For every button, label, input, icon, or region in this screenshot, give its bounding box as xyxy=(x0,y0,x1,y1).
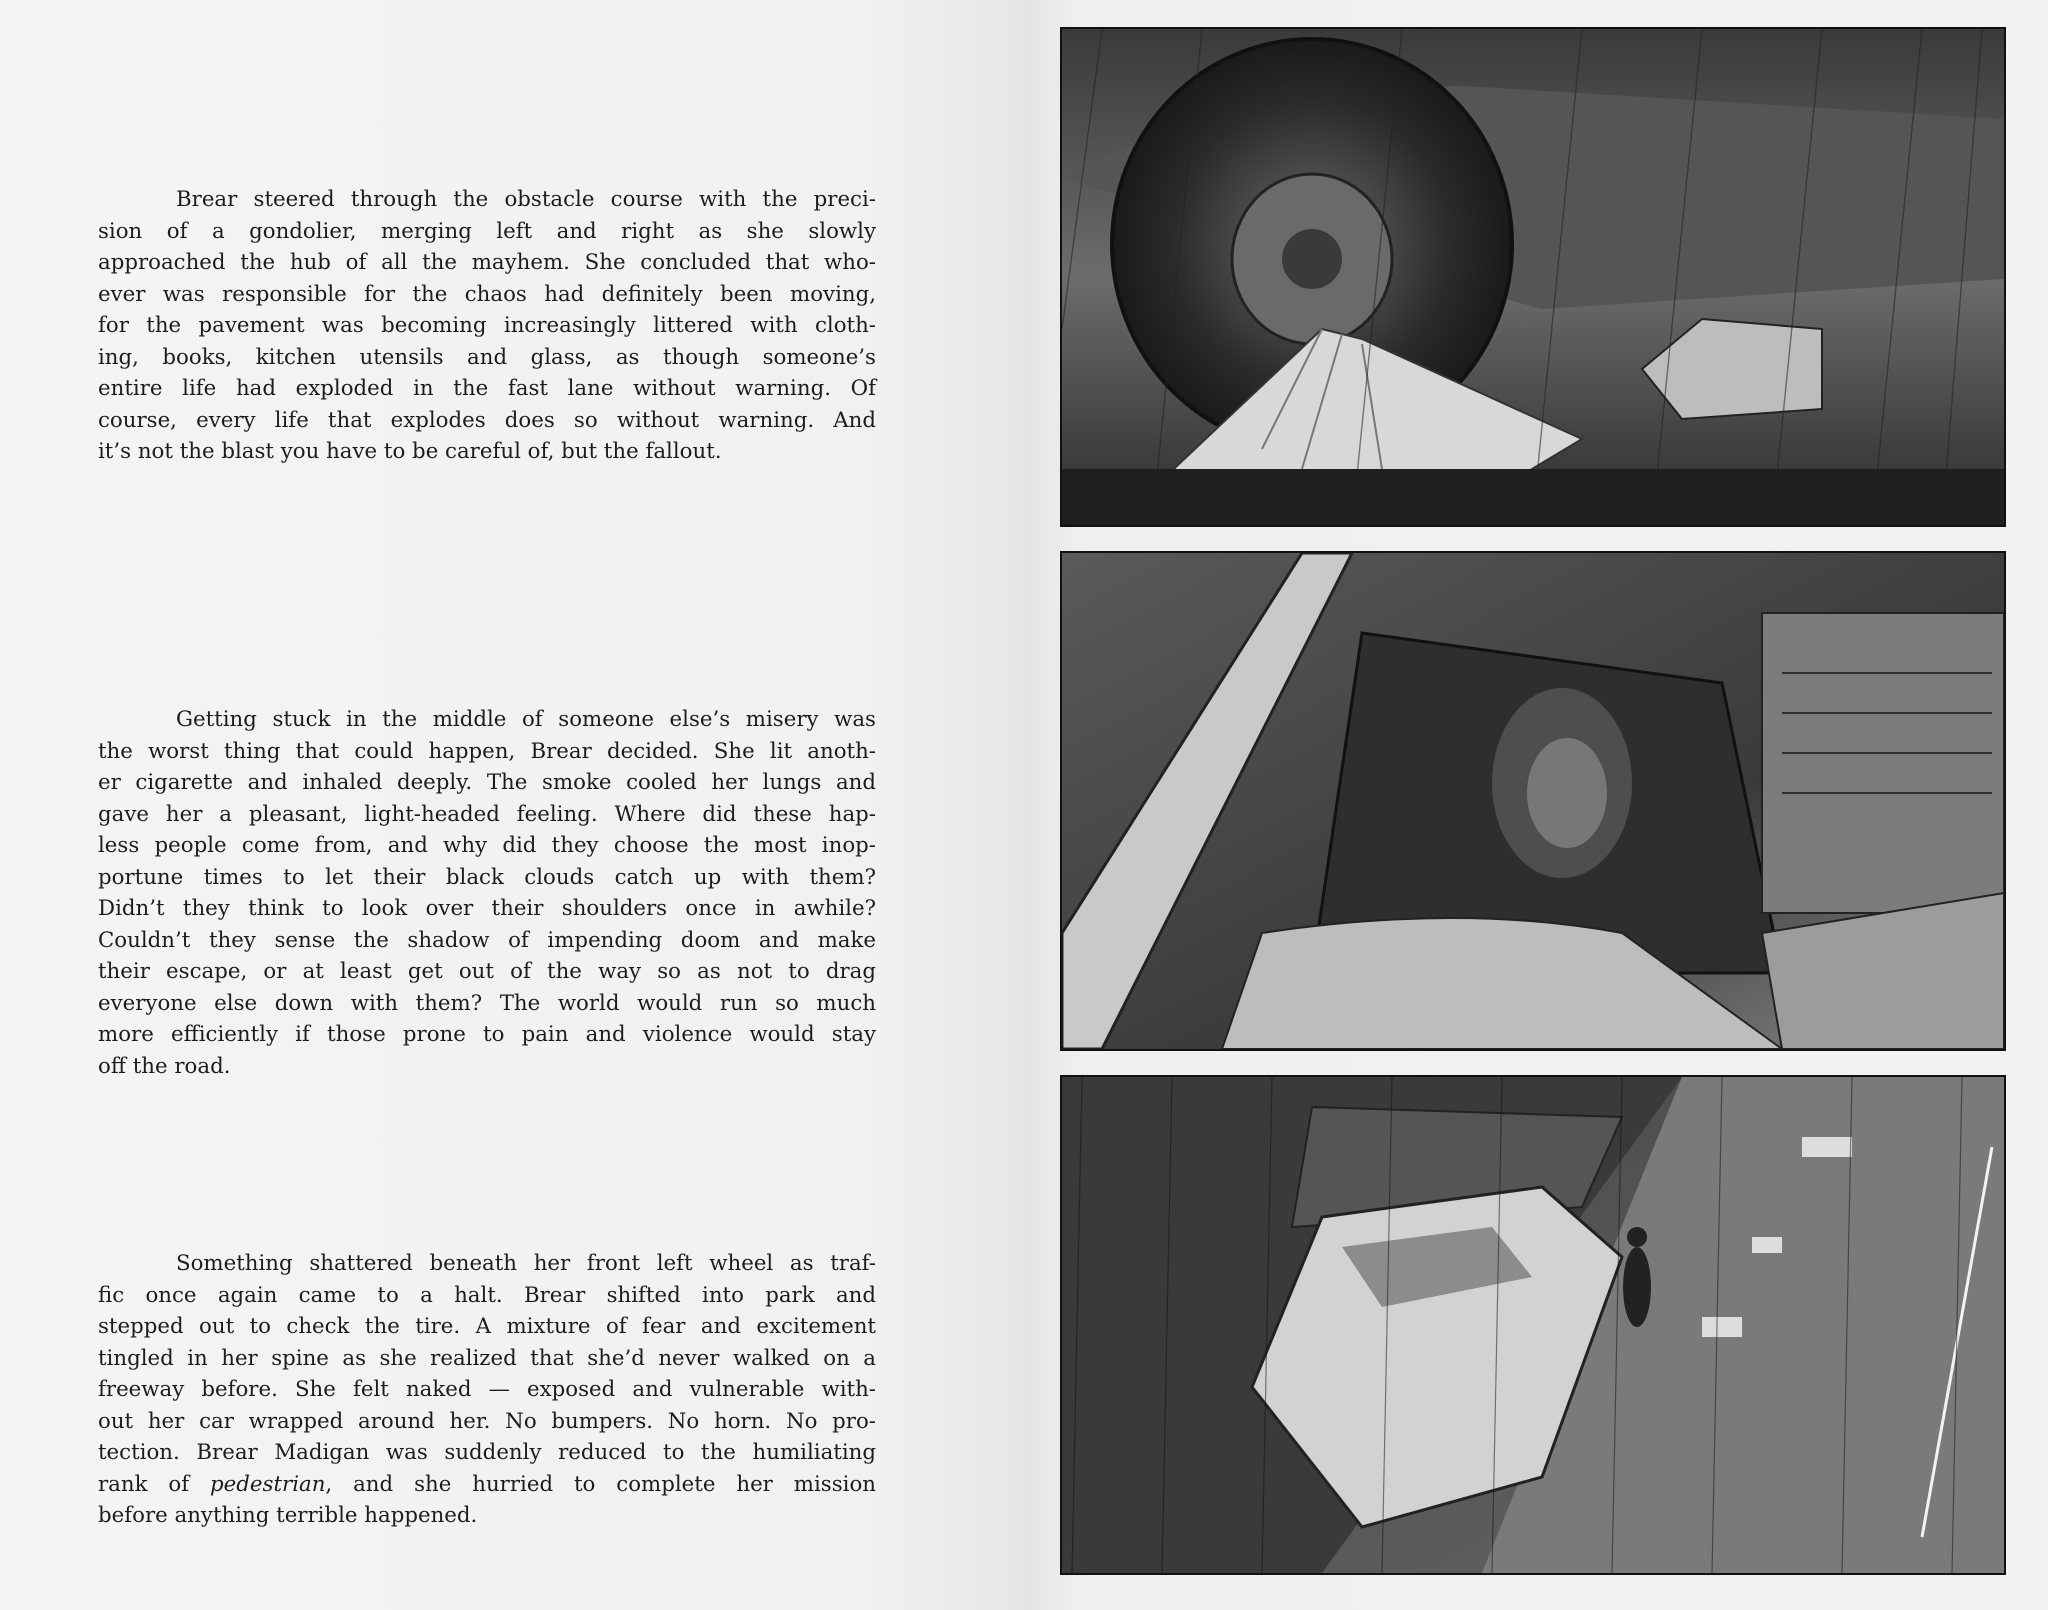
text-line: for the pavement was becoming increasingly littered with cloth- xyxy=(98,313,876,338)
text-line: ever was responsible for the chaos had definitely been moving, xyxy=(98,281,876,307)
text-line: before anything terrible happened. xyxy=(98,1503,478,1528)
paragraph-1 xyxy=(98,184,876,468)
text-line: er cigarette and inhaled deeply. The smoke cooled her lungs and xyxy=(98,770,876,795)
driver-drawing xyxy=(1062,553,2004,1049)
emphasis-pedestrian: pedestrian xyxy=(210,1471,326,1497)
illustration-panel-tire xyxy=(1060,27,2006,527)
text-line: it’s not the blast you have to be careful of, but the fallout. xyxy=(98,439,722,464)
text-line: entire life had exploded in the fast lane without warning. Of xyxy=(98,376,876,401)
text-line: the worst thing that could happen, Brear decided. She lit anoth- xyxy=(98,738,876,764)
text-run: , and she hurried to complete her mission xyxy=(325,1471,876,1497)
paragraph-2 xyxy=(98,704,876,1082)
text-line: tingled in her spine as she realized that she’d never walked on a xyxy=(98,1345,876,1371)
illustration-panel-freeway xyxy=(1060,1075,2006,1575)
text-line: freeway before. She felt naked — exposed and vulnerable with- xyxy=(98,1377,876,1402)
text-line: Couldn’t they sense the shadow of impending doom and make xyxy=(98,927,876,953)
illustration-panel-driver xyxy=(1060,551,2006,1051)
text-line: more efficiently if those prone to pain and violence would stay xyxy=(98,1022,876,1047)
text-run: rank of xyxy=(98,1471,211,1497)
tire-drawing xyxy=(1062,29,2004,525)
freeway-drawing xyxy=(1062,1077,2004,1573)
text-line: ing, books, kitchen utensils and glass, as though someone’s xyxy=(98,344,876,370)
text-line: Something shattered beneath her front left wheel as traf- xyxy=(176,1251,876,1276)
paragraph-3 xyxy=(98,1248,876,1532)
text-line: tection. Brear Madigan was suddenly reduced to the humiliating xyxy=(98,1440,876,1465)
text-line: approached the hub of all the mayhem. She concluded that who- xyxy=(98,250,876,275)
text-line: Getting stuck in the middle of someone else’s misery was xyxy=(176,707,876,732)
text-line: gave her a pleasant, light-headed feeling. Where did these hap- xyxy=(98,801,876,827)
text-line: sion of a gondolier, merging left and right as she slowly xyxy=(98,218,876,244)
text-line: course, every life that explodes does so without warning. And xyxy=(98,407,876,433)
text-line: Didn’t they think to look over their shoulders once in awhile? xyxy=(98,896,876,921)
text-line: stepped out to check the tire. A mixture of fear and excitement xyxy=(98,1314,876,1339)
text-line: out her car wrapped around her. No bumpers. No horn. No pro- xyxy=(98,1408,876,1434)
text-line: portune times to let their black clouds catch up with them? xyxy=(98,864,876,890)
text-line: everyone else down with them? The world would run so much xyxy=(98,990,876,1016)
text-line xyxy=(98,1469,876,1501)
text-line: fic once again came to a halt. Brear shifted into park and xyxy=(98,1282,876,1308)
text-line: their escape, or at least get out of the way so as not to drag xyxy=(98,959,876,984)
text-line: Brear steered through the obstacle course with the preci- xyxy=(176,187,876,212)
text-line: less people come from, and why did they choose the most inop- xyxy=(98,833,876,858)
text-line: off the road. xyxy=(98,1053,231,1079)
